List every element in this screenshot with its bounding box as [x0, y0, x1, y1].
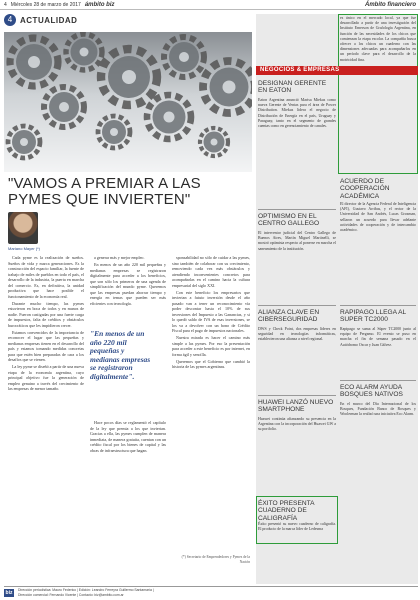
story-body-huawei: [258, 417, 336, 434]
story-body-acuerdo: [340, 202, 416, 234]
footer-biz-badge: biz: [5, 589, 13, 596]
section-label: ACTUALIDAD: [20, 15, 78, 25]
gears-illustration: [4, 32, 252, 172]
page-footer: [4, 586, 418, 598]
story-body-centro-gallego: [258, 231, 336, 253]
story-paragraph: DWS y Check Point, dos empresas líderes en seguridad en tecnologías informáticas, establecieron una alianza a nivel regional.: [258, 327, 336, 342]
page-date: Miércoles 28 de marzo de 2017: [10, 1, 81, 8]
article-column-3: [172, 255, 250, 371]
story-paragraph: Éxito presentó su nuevo cuaderno de caligrafía. El producto de la marca líder de Ledesma: [258, 522, 336, 532]
story-body-eco-alarm: [340, 402, 416, 419]
author-note: (*) Secretario de Emprendedores y Pymes de la Nación: [181, 555, 250, 564]
section-number-badge: 4: [4, 14, 16, 26]
article-paragraph: Hace pocos días se reglamentó el capítulo de la ley que premia a los que inviertan. Gracias a ella, las pymes cumplen de manera inmediata, de manera gratuita, cuentan con un crédito fiscal por los bienes de capital y las obras de infraestructura que hagan.: [90, 420, 166, 453]
highlight-box-exito: [256, 496, 338, 544]
story-paragraph: Huawei continúa afianzando su presencia en la Argentina con la incorporación del Huawei GW a su portfolio.: [258, 417, 336, 432]
story-body-ciberseguridad: [258, 327, 336, 344]
article-paragraph: Estamos convencidos de la importancia de reconocer el lugar que las pequeñas y medianas empresas tienen en el desarrollo del país y estamos tomando medidas concretas para que estén bien preparadas de cara a los desafíos que se vienen.: [8, 329, 84, 362]
story-divider: [258, 305, 336, 306]
author-byline: Mariano Mayer (*): [8, 246, 41, 251]
section-label-negocios: NEGOCIOS & EMPRESAS: [256, 66, 418, 75]
footer-credits: [18, 588, 154, 596]
story-paragraph: Eaton Argentina anunció Marisa Miekus como nueva Gerente de Ventas para el área de Power Distribution. Miekus lidera el negocio de Distribución de Energía en el país, Uruguay y Paraguay, tanto en el segmento de grandes cuentas como en gerenciamiento de canales.: [258, 98, 336, 129]
story-divider: [340, 305, 416, 306]
story-title-eaton: DESIGNAN GERENTE EN EATON: [258, 80, 327, 95]
story-paragraph: El director de la Agencia Federal de Inteligencia (AFI), Gustavo Arribas, y el rector de la Universidad de San Andrés, Lucas Grosman, sellaron un acuerdo para llevar adelante actividades de cooperación y de intercambio académico.: [340, 202, 416, 233]
story-title-ciberseguridad: ALIANZA CLAVE EN CIBERSEGURIDAD: [258, 309, 320, 324]
page-header-bar: [0, 0, 420, 10]
story-body-rapipago: [340, 327, 416, 349]
story-title-centro-gallego: OPTIMISMO EN EL CENTRO GALLEGO: [258, 213, 320, 228]
story-title-huawei: HUAWEI LANZÓ NUEVO SMARTPHONE: [258, 399, 334, 414]
story-title-rapipago: RAPIPAGO LLEGA AL SUPER TC2000: [340, 309, 406, 324]
author-photo: [8, 212, 38, 244]
story-body-eaton: [258, 98, 336, 130]
page-header-left: [4, 2, 115, 8]
brand-biz-logo: ámbito biz: [84, 1, 115, 8]
article-column-2-continued: [90, 420, 166, 455]
page-number: 4: [4, 1, 7, 8]
article-headline: "VAMOS A PREMIAR A LAS PYMES QUE INVIERTEN": [8, 175, 201, 208]
story-paragraph: En el marco del Día Internacional de los Bosques, Fundación Banco de Bosques y Woolerman la realizó una iniciativa Eco Alarm.: [340, 402, 416, 417]
article-paragraph: a generar más y mejor empleo.: [94, 255, 145, 260]
article-paragraph: Queremos que el Gobierno que cambió la historia de las pymes argentinas.: [172, 358, 250, 369]
footer-credits-line: Dirección comercial: Fernando Vicente | Contacto: biz@ambito.com.ar: [18, 592, 124, 597]
article-paragraph: En menos de un año 220 mil pequeñas y medianas empresas se registraron digitalmente para acceder a los beneficios, que son sólo los primeros de una agenda de simplificación del mundo pyme. Queremos que las empresas puedan ahorrar tiempo y energía en temas que pueden ser más eficientes con tecnología.: [90, 262, 166, 306]
article-paragraph: Durante mucho tiempo, las pymes estuvieron en boca de todos y en manos de nadie. Fueron castigadas por una fuerte carga de impuestos, falta de créditos y obstáculos burocráticos que les impidieron crecer.: [8, 300, 84, 328]
footer-credits-line: Dirección periodística: Mauro Federico | Edición: Leandro Ferreyra Guillermo Santamaría |: [18, 588, 154, 593]
story-divider: [340, 380, 416, 381]
highlight-box-top: [338, 14, 418, 174]
article-paragraph: Nuestra mirada es hacer el camino más simple a las pymes. Por eso la presentación para acceder a este beneficio es por internet, en forma ágil y sencilla.: [172, 335, 250, 357]
article-column-1: [8, 255, 84, 393]
article-column-2: [90, 255, 166, 308]
article-paragraph: La ley pyme se diseñó a partir de una nueva etapa de la economía argentina, cuyo principal objetivo fue la generación de empleo genuino a través del crecimiento de las empresas de menor tamaño.: [8, 364, 84, 391]
article-pullquote: "En menos de un año 220 mil pequeñas y medianas empresas se registraron digitalmente".: [90, 329, 151, 381]
story-paragraph: El interventor judicial del Centro Gallego de Buenos Aires, Martín Miguel Martinelli, se mostró optimista respecto al ponerse en marcha el saneamiento de la institución.: [258, 231, 336, 251]
story-title-eco-alarm: ECO ALARM AYUDA BOSQUES NATIVOS: [340, 384, 403, 399]
story-title-exito: ÉXITO PRESENTA CUADERNO DE CALIGRAFÍA: [258, 500, 315, 522]
section-header: [4, 13, 254, 27]
article-paragraph: Cada pyme es la realización de sueños. Sueños de vida y marca generaciones. Es la construcción del espacio familiar, la fuente de trabajo de miles de pueblos en todo el país, el desarrollo de la industria, la puerta en marcha del comercio. Es, en definitiva, la unidad productiva que hace posible el funcionamiento de la economía real.: [8, 255, 84, 299]
sidebar-paragraph: es único en el mercado local, ya que fue desarrollado a partir de una investigación del Instituto Emerson de Grafología Argentina, en función de las necesidades de los chicos que comienzan la etapa escolar. La compañía busca ofrecer a los chicos un cuaderno con las dimensiones adecuadas para acompañarlos en un período clave para el desarrollo de la motricidad fina.: [340, 16, 416, 62]
article-paragraph: Con este beneficio los empresarios que inviertan a fututo inversión desde el año pasado van a tener un reconocimiento vía poder descontar hasta el 10% de sus inversiones del Impuesto a las Ganancias, y si lo quedó saldo de IVA de esas inversiones, se los va a devolver con un bono de Crédito Fiscal para el pago de impuestos nacionales.: [172, 289, 250, 333]
story-title-acuerdo: ACUERDO DE COOPERACIÓN ACADÉMICA: [340, 178, 390, 200]
story-divider: [258, 395, 336, 396]
hero-gears-image: [4, 32, 252, 172]
story-divider: [258, 209, 336, 210]
article-paragraph: sponsabilidad no sólo de cuidar a las pymes, sino también de colaborar con su crecimiento, removiendo cada vez más obstáculos y atendiendo inconvenientes concretos para acompañarlas en el camino hacia la cultura empresarial del siglo XXI.: [172, 255, 250, 288]
brand-ambito-logo: Ámbito financiero: [364, 1, 416, 8]
story-paragraph: Rapipago se suma al Súper TC2000 junto al equipo de Pergamo. El evento se puso en marcha el fin de semana pasado en el Autódromo Oscar y Juan Gálvez.: [340, 327, 416, 347]
